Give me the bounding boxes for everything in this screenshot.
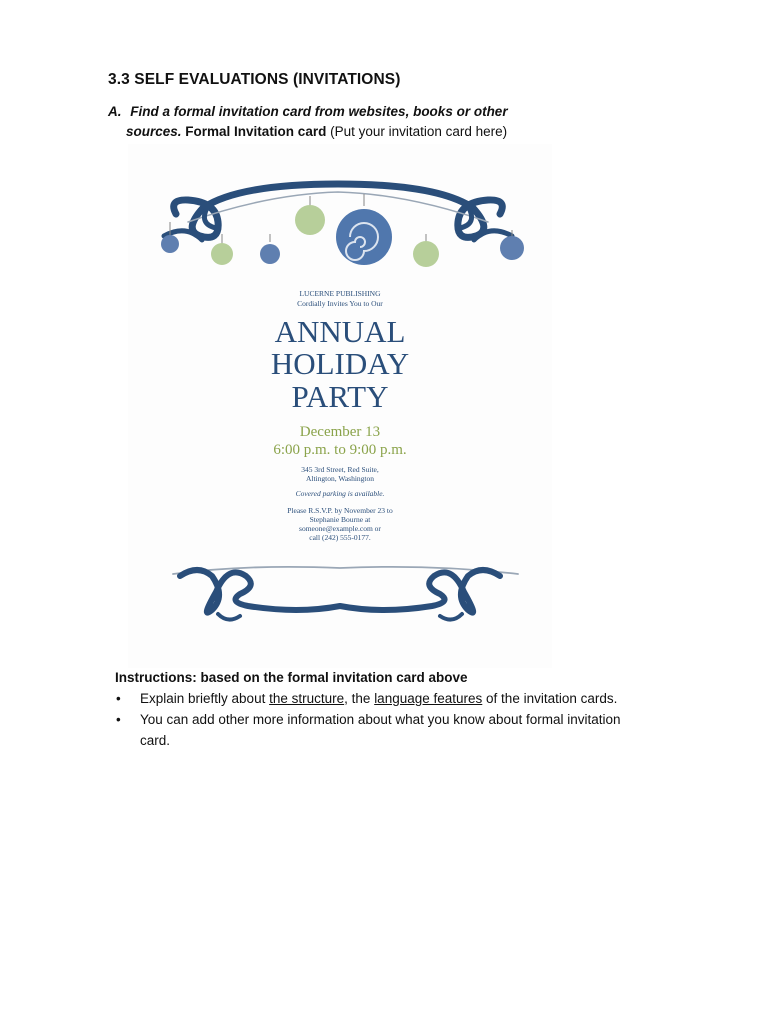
invitation-card-image (128, 144, 552, 668)
card-date: December 13 (299, 424, 381, 440)
card-title-1: ANNUAL (274, 314, 406, 349)
question-line-2 (126, 124, 507, 139)
question-sources: sources. (126, 124, 182, 139)
bullet-1-pre: Explain brieftly about (140, 691, 266, 706)
bullet-1-language-features: language features (374, 691, 483, 706)
card-rsvp-4: call (242) 555-0177. (309, 533, 371, 542)
bottom-ribbon-flourish (173, 567, 518, 620)
bullet-2-continuation: card. (140, 733, 171, 748)
bullet-dot: • (116, 712, 121, 727)
bullet-1-post: of the invitation cards. (486, 691, 618, 706)
bullet-dot: • (116, 691, 121, 706)
bullet-1-mid: , the (344, 691, 371, 706)
card-address-1: 345 3rd Street, Red Suite, (301, 465, 379, 474)
question-label: A. (108, 104, 122, 119)
bullet-2-text: You can add other more information about what you know about formal invitation (140, 712, 621, 727)
instructions-title: Instructions: based on the formal invitation card above (115, 670, 468, 685)
question-card-note: (Put your invitation card here) (330, 124, 508, 139)
card-rsvp-1: Please R.S.V.P. by November 23 to (287, 506, 393, 515)
card-rsvp-2: Stephanie Bourne at (309, 515, 371, 524)
card-rsvp-3: someone@example.com or (299, 524, 381, 533)
card-time: 6:00 p.m. to 9:00 p.m. (273, 442, 407, 458)
card-parking: Covered parking is available. (295, 489, 385, 498)
card-invites: Cordially Invites You to Our (297, 299, 383, 308)
card-address-2: Altington, Washington (305, 474, 375, 483)
section-heading: 3.3 SELF EVALUATIONS (INVITATIONS) (108, 71, 401, 88)
question-line-1 (108, 104, 508, 119)
bullet-1-structure: the structure (269, 691, 345, 706)
card-title-2: HOLIDAY (270, 346, 410, 381)
question-text: Find a formal invitation card from websites, books or other (130, 104, 508, 119)
invitation-card-svg (128, 144, 552, 668)
question-card-label: Formal Invitation card (185, 124, 327, 139)
bullet-1-text (140, 691, 617, 706)
card-title-3: PARTY (291, 379, 389, 414)
card-company: LUCERNE PUBLISHING (299, 289, 381, 298)
